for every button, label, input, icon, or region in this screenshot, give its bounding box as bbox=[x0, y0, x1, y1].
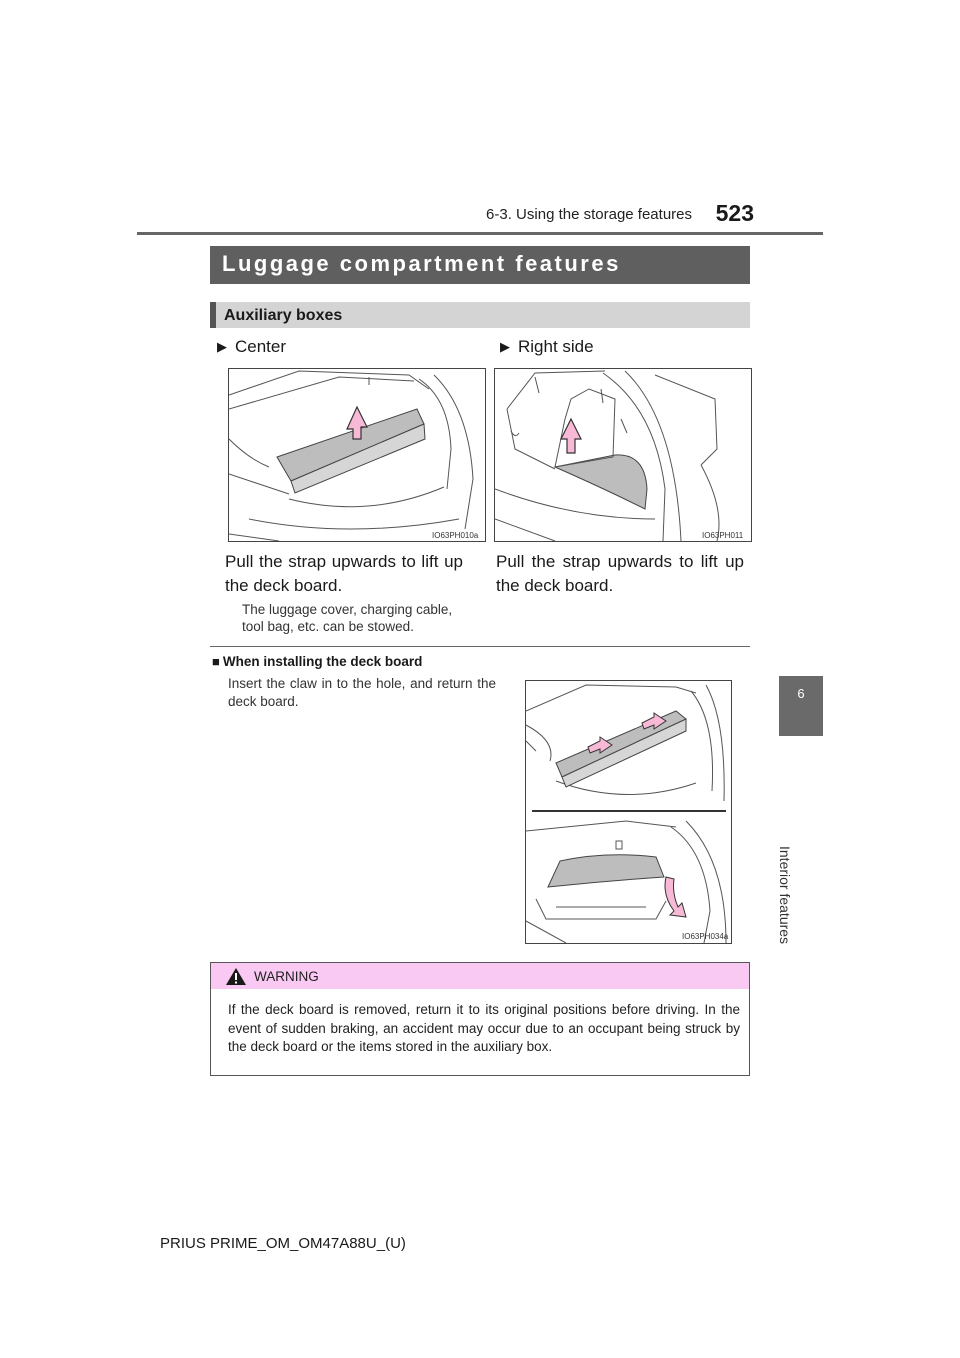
install-illustration bbox=[525, 680, 732, 944]
install-heading: ■ When installing the deck board bbox=[212, 654, 423, 669]
section-divider bbox=[210, 646, 750, 647]
figure-code-right-side: IO63PH011 bbox=[702, 531, 744, 540]
triangle-bullet-icon: ▶ bbox=[217, 339, 227, 354]
subsection-accent bbox=[210, 302, 216, 328]
center-illustration bbox=[228, 368, 486, 542]
triangle-bullet-icon: ▶ bbox=[500, 339, 510, 354]
install-instruction: Insert the claw in to the hole, and return the deck board. bbox=[228, 676, 496, 709]
square-bullet-icon: ■ bbox=[212, 654, 220, 669]
center-heading: ▶ Center bbox=[217, 337, 287, 356]
warning-body: If the deck board is removed, return it to its original positions before driving. In the event of sudden braking, an accident may occur due to an occupant being struck by the deck board or the items stored in the auxiliary box. bbox=[228, 1002, 740, 1054]
center-instruction: Pull the strap upwards to lift up the deck board. bbox=[225, 552, 463, 595]
chapter-tab bbox=[779, 676, 823, 736]
figure-code-center: IO63PH010a bbox=[432, 531, 479, 540]
center-note: The luggage cover, charging cable, tool bag, etc. can be stowed. bbox=[242, 602, 453, 634]
warning-title: WARNING bbox=[254, 969, 319, 984]
luggage-right-side-drawing bbox=[495, 369, 751, 541]
footer-model-code: PRIUS PRIME_OM_OM47A88U_(U) bbox=[160, 1235, 406, 1252]
warning-triangle-icon bbox=[225, 967, 247, 986]
header-rule bbox=[137, 232, 823, 235]
section-title: Luggage compartment features bbox=[222, 251, 621, 276]
luggage-center-drawing bbox=[229, 369, 485, 541]
right-side-illustration bbox=[494, 368, 752, 542]
figure-code-install: IO63PH034a bbox=[682, 932, 729, 941]
chapter-label: Interior features bbox=[777, 846, 793, 945]
page-number: 523 bbox=[715, 200, 754, 226]
chapter-number: 6 bbox=[797, 686, 805, 701]
right-side-instruction: Pull the strap upwards to lift up the deck board. bbox=[496, 552, 744, 595]
subsection-title: Auxiliary boxes bbox=[224, 307, 343, 324]
right-side-heading: ▶ Right side bbox=[500, 337, 594, 356]
deck-board-install-drawing bbox=[526, 681, 731, 943]
running-header-section: 6-3. Using the storage features bbox=[486, 206, 692, 223]
